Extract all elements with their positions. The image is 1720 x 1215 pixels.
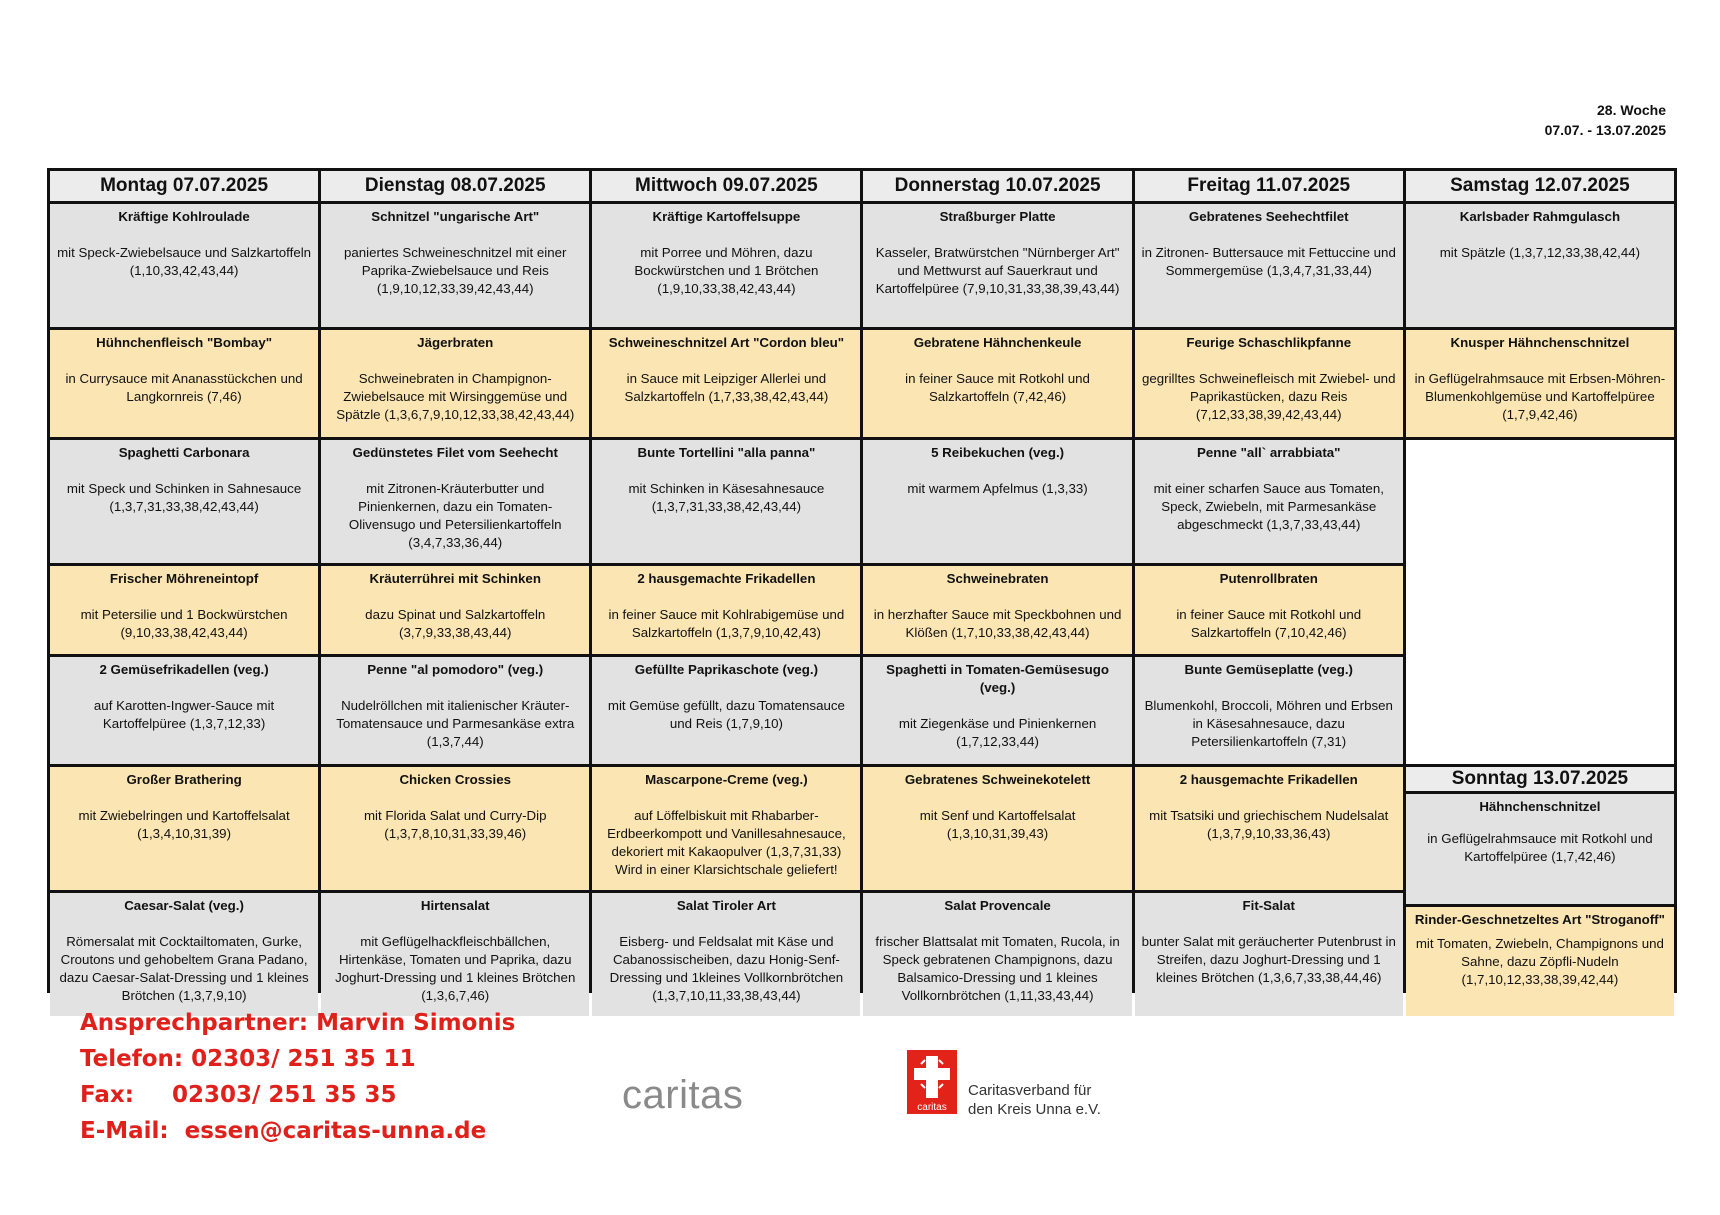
menu-cell bbox=[321, 330, 589, 437]
menu-cell bbox=[50, 767, 318, 890]
dish-description: in Zitronen- Buttersauce mit Fettuccine und Sommergemüse (1,3,4,7,31,33,44) bbox=[1141, 245, 1396, 278]
empty-cell bbox=[1406, 440, 1674, 764]
dish-title: Gefüllte Paprikaschote (veg.) bbox=[634, 662, 819, 677]
logo-caption: caritas bbox=[917, 1102, 947, 1113]
dish-title: Großer Brathering bbox=[126, 772, 242, 787]
dish-title: Straßburger Platte bbox=[939, 209, 1056, 224]
contact-phone: Telefon: 02303/ 251 35 11 bbox=[80, 1046, 416, 1072]
menu-cell bbox=[1406, 794, 1674, 904]
dish-description: mit Spätzle (1,3,7,12,33,38,42,44) bbox=[1439, 245, 1641, 260]
dish-description: Eisberg- und Feldsalat mit Käse und Cabanossischeiben, dazu Honig-Senf-Dressing und 1kleines Vollkornbrötchen (1,3,7,10,11,33,38,43,44) bbox=[609, 934, 844, 1003]
dish-title: 2 Gemüsefrikadellen (veg.) bbox=[99, 662, 269, 677]
menu-cell bbox=[592, 657, 860, 764]
menu-cell bbox=[1135, 330, 1403, 437]
menu-cell bbox=[1135, 566, 1403, 654]
dish-title: Jägerbraten bbox=[417, 335, 494, 350]
dish-title: Salat Provencale bbox=[944, 898, 1051, 913]
dish-description: mit Petersilie und 1 Bockwürstchen (9,10,33,38,42,43,44) bbox=[80, 607, 288, 640]
dish-description: in feiner Sauce mit Rotkohl und Salzkartoffeln (7,10,42,46) bbox=[1176, 607, 1362, 640]
dish-title: Salat Tiroler Art bbox=[676, 898, 776, 913]
dish-description: mit Ziegenkäse und Pinienkernen (1,7,12,33,44) bbox=[898, 716, 1097, 749]
week-range: 07.07. - 13.07.2025 bbox=[1544, 122, 1666, 138]
dish-title: Bunte Tortellini "alla panna" bbox=[637, 445, 816, 460]
dish-title: 2 hausgemachte Frikadellen bbox=[1179, 772, 1358, 787]
dish-title: Karlsbader Rahmgulasch bbox=[1459, 209, 1621, 224]
dish-description: auf Löffelbiskuit mit Rhabarber-Erdbeerkompott und Vanillesahnesauce, dekoriert mit Kakaopulver (1,3,7,31,33) Wird in einer Klarsichtschale geliefert! bbox=[607, 808, 846, 877]
menu-cell bbox=[592, 204, 860, 327]
menu-cell bbox=[321, 440, 589, 563]
day-header: Montag 07.07.2025 bbox=[50, 171, 318, 201]
contact-email[interactable]: E-Mail: essen@caritas-unna.de bbox=[80, 1118, 487, 1144]
dish-title: Frischer Möhreneintopf bbox=[109, 571, 259, 586]
dish-title: Kräuterrührei mit Schinken bbox=[369, 571, 541, 586]
menu-cell bbox=[592, 440, 860, 563]
dish-title: Kräftige Kartoffelsuppe bbox=[652, 209, 801, 224]
menu-cell bbox=[863, 657, 1131, 764]
menu-cell bbox=[50, 440, 318, 563]
day-header: Freitag 11.07.2025 bbox=[1135, 171, 1403, 201]
menu-cell bbox=[863, 330, 1131, 437]
dish-description: auf Karotten-Ingwer-Sauce mit Kartoffelpüree (1,3,7,12,33) bbox=[93, 698, 275, 731]
dish-description: in Geflügelrahmsauce mit Rotkohl und Kartoffelpüree (1,7,42,46) bbox=[1427, 831, 1653, 864]
dish-title: 2 hausgemachte Frikadellen bbox=[637, 571, 816, 586]
dish-description: in feiner Sauce mit Kohlrabigemüse und Salzkartoffeln (1,3,7,9,10,42,43) bbox=[608, 607, 845, 640]
menu-cell bbox=[321, 657, 589, 764]
day-header-sunday: Sonntag 13.07.2025 bbox=[1406, 767, 1674, 791]
dish-description: mit Florida Salat und Curry-Dip (1,3,7,8,10,31,33,39,46) bbox=[363, 808, 547, 841]
dish-title: Schweineschnitzel Art "Cordon bleu" bbox=[608, 335, 845, 350]
dish-title: Schweinebraten bbox=[946, 571, 1049, 586]
dish-description: gegrilltes Schweinefleisch mit Zwiebel- und Paprikastücken, dazu Reis (7,12,33,38,39,42,43,44) bbox=[1141, 371, 1396, 422]
menu-cell bbox=[50, 893, 318, 1016]
dish-description: mit warmem Apfelmus (1,3,33) bbox=[907, 481, 1088, 496]
dish-description: Nudelröllchen mit italienischer Kräuter-Tomatensauce und Parmesankäse extra (1,3,7,44) bbox=[336, 698, 575, 749]
dish-title: Feurige Schaschlikpfanne bbox=[1186, 335, 1352, 350]
dish-title: Caesar-Salat (veg.) bbox=[124, 898, 244, 913]
dish-title: 5 Reibekuchen (veg.) bbox=[931, 445, 1065, 460]
dish-description: mit Speck und Schinken in Sahnesauce (1,3,7,31,33,38,42,43,44) bbox=[66, 481, 302, 514]
dish-description: frischer Blattsalat mit Tomaten, Rucola, in Speck gebratenen Champignons, dazu Balsamico-Dressing und 1 kleines Vollkornbrötchen (1,11,33,43,44) bbox=[875, 934, 1120, 1003]
dish-description: in Sauce mit Leipziger Allerlei und Salzkartoffeln (1,7,33,38,42,43,44) bbox=[624, 371, 829, 404]
menu-cell bbox=[863, 893, 1131, 1016]
contact-block bbox=[80, 1005, 515, 1149]
menu-cell bbox=[50, 566, 318, 654]
dish-title: Hähnchenschnitzel bbox=[1479, 799, 1601, 814]
menu-cell bbox=[863, 440, 1131, 563]
dish-description: in herzhafter Sauce mit Speckbohnen und Klößen (1,7,10,33,38,42,43,44) bbox=[873, 607, 1122, 640]
menu-cell bbox=[1406, 204, 1674, 327]
menu-cell bbox=[1135, 893, 1403, 1016]
dish-description: mit einer scharfen Sauce aus Tomaten, Speck, Zwiebeln, mit Parmesankäse abgeschmeckt (1,3,7,33,43,44) bbox=[1153, 481, 1384, 532]
menu-cell bbox=[1135, 440, 1403, 563]
menu-cell bbox=[321, 204, 589, 327]
menu-cell bbox=[1406, 330, 1674, 437]
contact-fax: Fax: 02303/ 251 35 35 bbox=[80, 1082, 397, 1108]
menu-table bbox=[47, 168, 1677, 1003]
dish-description: mit Zwiebelringen und Kartoffelsalat (1,3,4,10,31,39) bbox=[78, 808, 290, 841]
dish-title: Spaghetti in Tomaten-Gemüsesugo (veg.) bbox=[886, 662, 1109, 695]
day-header: Samstag 12.07.2025 bbox=[1406, 171, 1674, 201]
dish-description: mit Zitronen-Kräuterbutter und Pinienkernen, dazu ein Tomaten-Olivensugo und Petersilienkartoffeln (3,4,7,33,36,44) bbox=[348, 481, 562, 550]
week-info bbox=[1545, 100, 1666, 140]
dish-description: mit Tsatsiki und griechischem Nudelsalat (1,3,7,9,10,33,36,43) bbox=[1149, 808, 1389, 841]
dish-description: Kasseler, Bratwürstchen "Nürnberger Art" und Mettwurst auf Sauerkraut und Kartoffelpüree (7,9,10,31,33,38,39,43,44) bbox=[875, 245, 1120, 296]
menu-cell bbox=[50, 330, 318, 437]
dish-title: Gedünstetes Filet vom Seehecht bbox=[352, 445, 558, 460]
menu-cell bbox=[321, 767, 589, 890]
dish-title: Knusper Hähnchenschnitzel bbox=[1450, 335, 1630, 350]
day-header: Mittwoch 09.07.2025 bbox=[592, 171, 860, 201]
menu-cell bbox=[592, 330, 860, 437]
menu-cell bbox=[1135, 767, 1403, 890]
dish-description: mit Senf und Kartoffelsalat (1,3,10,31,39,43) bbox=[919, 808, 1076, 841]
menu-cell bbox=[863, 767, 1131, 890]
dish-description: mit Gemüse gefüllt, dazu Tomatensauce und Reis (1,7,9,10) bbox=[607, 698, 845, 731]
dish-title: Bunte Gemüseplatte (veg.) bbox=[1184, 662, 1353, 677]
dish-title: Gebratenes Seehechtfilet bbox=[1188, 209, 1349, 224]
dish-title: Schnitzel "ungarische Art" bbox=[371, 209, 540, 224]
dish-title: Putenrollbraten bbox=[1219, 571, 1318, 586]
menu-cell bbox=[863, 566, 1131, 654]
dish-title: Hühnchenfleisch "Bombay" bbox=[96, 335, 273, 350]
dish-description: mit Tomaten, Zwiebeln, Champignons und Sahne, dazu Zöpfli-Nudeln (1,7,10,12,33,38,39,42,44) bbox=[1415, 935, 1664, 987]
day-header: Donnerstag 10.07.2025 bbox=[863, 171, 1131, 201]
dish-description: in Geflügelrahmsauce mit Erbsen-Möhren- Blumenkohlgemüse und Kartoffelpüree (1,7,9,42,46) bbox=[1414, 371, 1666, 422]
dish-description: in feiner Sauce mit Rotkohl und Salzkartoffeln (7,42,46) bbox=[905, 371, 1090, 404]
dish-title: Gebratene Hähnchenkeule bbox=[913, 335, 1082, 350]
dish-description: Römersalat mit Cocktailtomaten, Gurke, Croutons und gehobeltem Grana Padano, dazu Caesar-Salat-Dressing und 1 kleines Brötchen (1,3,7,9,10) bbox=[59, 934, 309, 1003]
dish-description: mit Geflügelhackfleischbällchen, Hirtenkäse, Tomaten und Paprika, dazu Joghurt-Dressing und 1 kleines Brötchen (1,3,6,7,46) bbox=[335, 934, 576, 1003]
dish-title: Fit-Salat bbox=[1242, 898, 1295, 913]
org-name: Caritasverband für den Kreis Unna e.V. bbox=[968, 1082, 1101, 1118]
dish-description: Schweinebraten in Champignon-Zwiebelsauce mit Wirsinggemüse und Spätzle (1,3,6,7,9,10,12,33,38,42,43,44) bbox=[336, 371, 575, 422]
dish-description: Blumenkohl, Broccoli, Möhren und Erbsen in Käsesahnesauce, dazu Petersilienkartoffeln (7,31) bbox=[1144, 698, 1393, 749]
dish-description: mit Schinken in Käsesahnesauce (1,3,7,31,33,38,42,43,44) bbox=[628, 481, 825, 514]
dish-description: dazu Spinat und Salzkartoffeln (3,7,9,33,38,43,44) bbox=[365, 607, 546, 640]
menu-cell bbox=[592, 767, 860, 890]
dish-title: Hirtensalat bbox=[420, 898, 490, 913]
contact-person: Ansprechpartner: Marvin Simonis bbox=[80, 1010, 516, 1036]
dish-description: paniertes Schweineschnitzel mit einer Paprika-Zwiebelsauce und Reis (1,9,10,12,33,39,42,43,44) bbox=[344, 245, 567, 296]
dish-description: mit Porree und Möhren, dazu Bockwürstchen und 1 Brötchen (1,9,10,33,38,42,43,44) bbox=[634, 245, 819, 296]
menu-cell bbox=[863, 204, 1131, 327]
menu-cell bbox=[50, 657, 318, 764]
menu-cell bbox=[592, 566, 860, 654]
dish-description: mit Speck-Zwiebelsauce und Salzkartoffeln (1,10,33,42,43,44) bbox=[57, 245, 312, 278]
menu-cell bbox=[1406, 907, 1674, 1017]
menu-cell bbox=[50, 204, 318, 327]
week-number: 28. Woche bbox=[1597, 102, 1666, 118]
dish-title: Gebratenes Schweinekotelett bbox=[904, 772, 1091, 787]
day-header: Dienstag 08.07.2025 bbox=[321, 171, 589, 201]
caritas-wordmark: caritas bbox=[622, 1073, 744, 1117]
dish-title: Spaghetti Carbonara bbox=[118, 445, 250, 460]
caritas-logo-icon bbox=[907, 1050, 957, 1114]
menu-cell bbox=[1135, 657, 1403, 764]
dish-title: Mascarpone-Creme (veg.) bbox=[645, 772, 808, 787]
dish-title: Penne "all` arrabbiata" bbox=[1197, 445, 1341, 460]
dish-description: bunter Salat mit geräucherter Putenbrust in Streifen, dazu Joghurt-Dressing und 1 kleines Brötchen (1,3,6,7,33,38,44,46) bbox=[1141, 934, 1396, 985]
dish-title: Rinder-Geschnetzeltes Art "Stroganoff" bbox=[1414, 911, 1665, 927]
dish-title: Chicken Crossies bbox=[399, 772, 512, 787]
menu-cell bbox=[321, 566, 589, 654]
sunday-block bbox=[1406, 767, 1674, 1016]
dish-description: in Currysauce mit Ananasstückchen und Langkornreis (7,46) bbox=[65, 371, 303, 404]
menu-cell bbox=[592, 893, 860, 1016]
menu-cell bbox=[1135, 204, 1403, 327]
menu-cell bbox=[321, 893, 589, 1016]
dish-title: Penne "al pomodoro" (veg.) bbox=[367, 662, 544, 677]
dish-title: Kräftige Kohlroulade bbox=[118, 209, 250, 224]
